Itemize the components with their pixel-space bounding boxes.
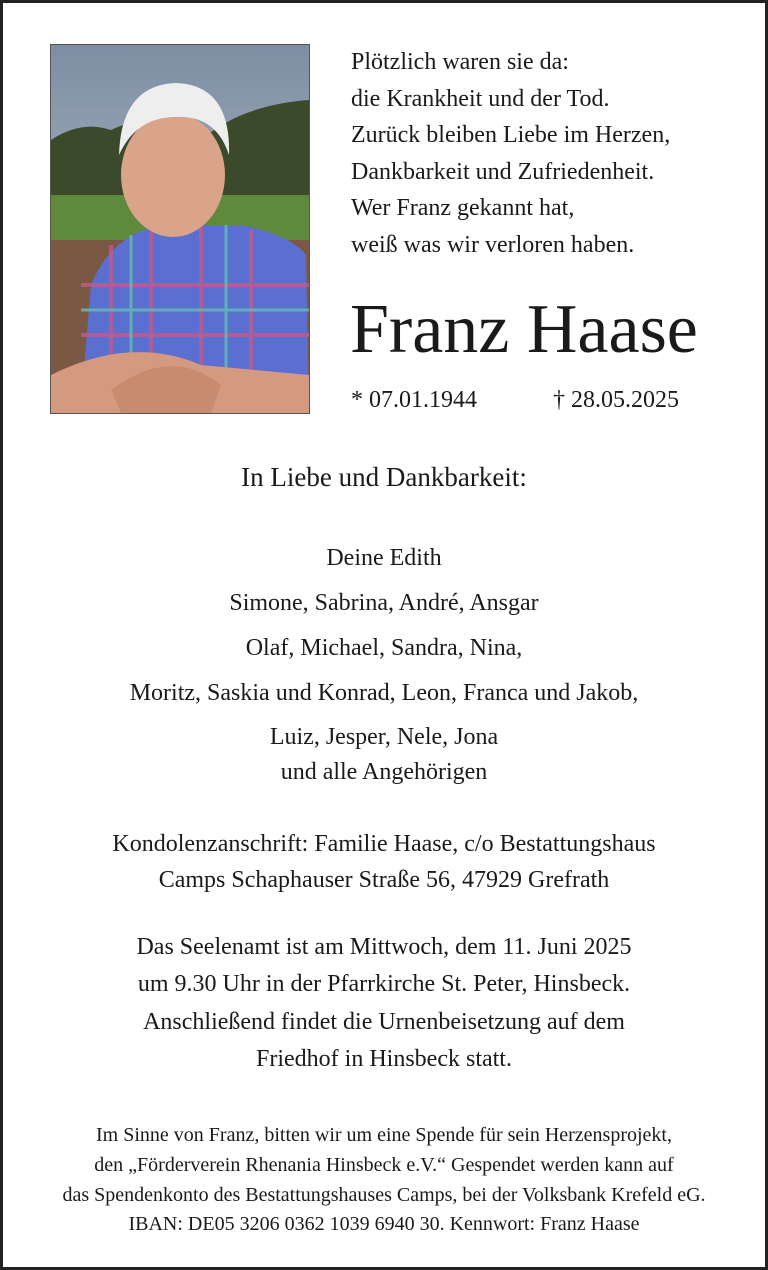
service-line: Anschließend findet die Urnenbeisetzung auf dem bbox=[143, 1009, 625, 1035]
poem-line: Dankbarkeit und Zufriedenheit. bbox=[351, 158, 655, 185]
poem-line: die Krankheit und der Tod. bbox=[351, 85, 610, 112]
family-line: Luiz, Jesper, Nele, Jona bbox=[269, 724, 499, 750]
service-line: um 9.30 Uhr in der Pfarrkirche St. Peter, Hinsbeck. bbox=[137, 971, 631, 997]
family-line: und alle Angehörigen bbox=[280, 759, 488, 785]
poem-line: Wer Franz gekannt hat, bbox=[351, 195, 575, 221]
family-line: Deine Edith bbox=[326, 545, 442, 571]
death-date: † 28.05.2025 bbox=[553, 387, 679, 413]
condolence-line: Kondolenzanschrift: Familie Haase, c/o Bestattungshaus bbox=[112, 831, 656, 857]
portrait-photo bbox=[50, 44, 310, 414]
poem-line: Plötzlich waren sie da: bbox=[351, 49, 569, 75]
deceased-name: Franz Haase bbox=[350, 291, 698, 368]
birth-date: * 07.01.1944 bbox=[351, 387, 477, 413]
poem-line: weiß was wir verloren haben. bbox=[351, 231, 635, 258]
poem-line: Zurück bleiben Liebe im Herzen, bbox=[351, 122, 671, 148]
donation-line: Im Sinne von Franz, bitten wir um eine Spende für sein Herzensprojekt, bbox=[96, 1124, 672, 1146]
donation-line: das Spendenkonto des Bestattungshauses Camps, bei der Volksbank Krefeld eG. bbox=[62, 1184, 706, 1206]
service-line: Das Seelenamt ist am Mittwoch, dem 11. Juni 2025 bbox=[136, 934, 632, 960]
donation-line: den „Förderverein Rhenania Hinsbeck e.V.“ Gespendet werden kann auf bbox=[94, 1154, 674, 1176]
condolence-line: Camps Schaphauser Straße 56, 47929 Grefrath bbox=[158, 867, 610, 893]
family-line: Moritz, Saskia und Konrad, Leon, Franca und Jakob, bbox=[129, 680, 639, 706]
poem bbox=[351, 44, 670, 263]
donation-line: IBAN: DE05 3206 0362 1039 6940 30. Kennwort: Franz Haase bbox=[128, 1213, 640, 1235]
family-line: Simone, Sabrina, André, Ansgar bbox=[229, 590, 539, 616]
family-heading: In Liebe und Dankbarkeit: bbox=[241, 462, 527, 492]
service-line: Friedhof in Hinsbeck statt. bbox=[256, 1046, 512, 1072]
family-line: Olaf, Michael, Sandra, Nina, bbox=[245, 635, 523, 661]
